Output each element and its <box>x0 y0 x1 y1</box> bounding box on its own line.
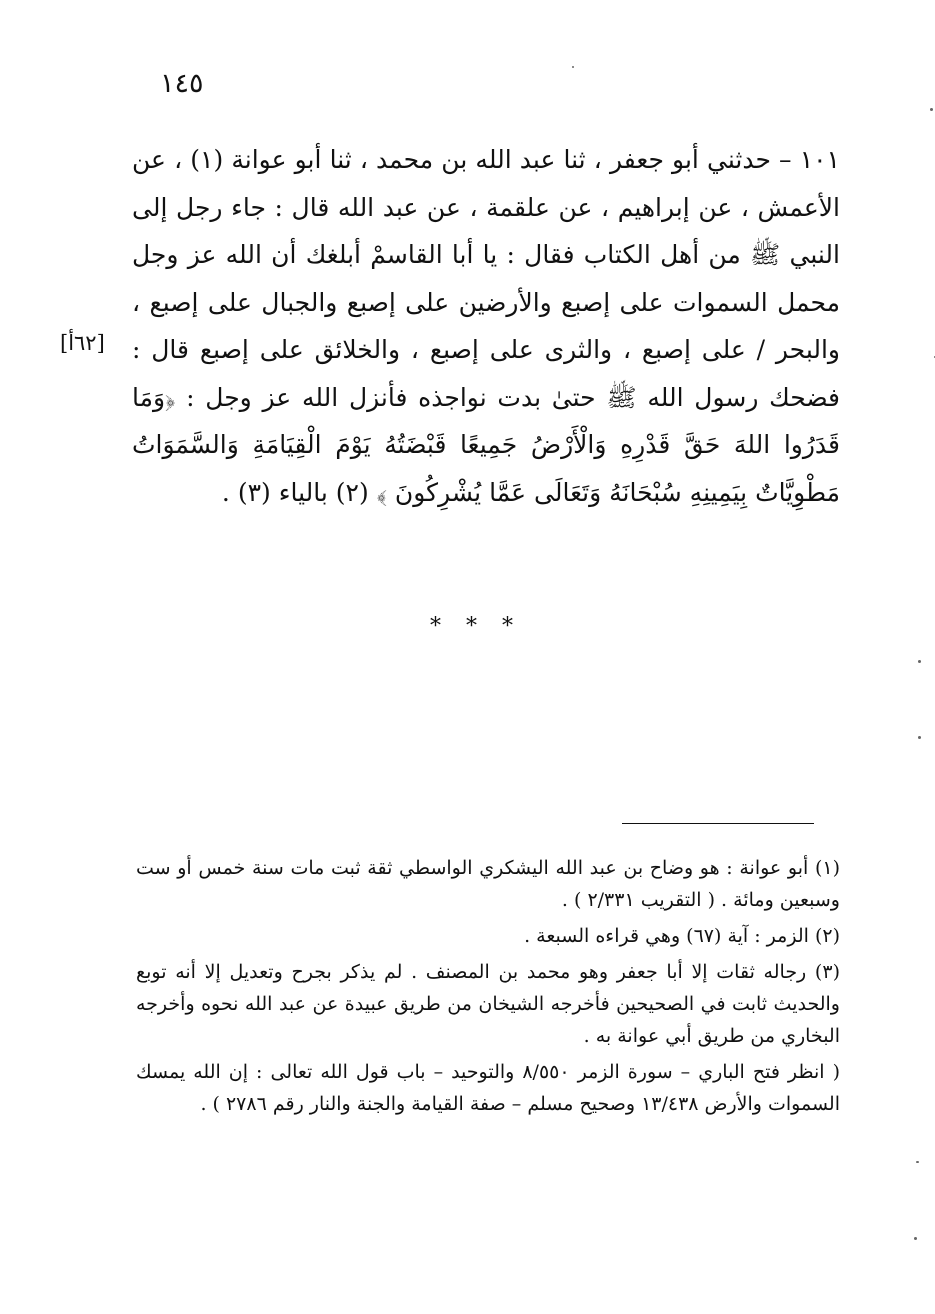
scan-speck <box>930 108 933 111</box>
footnotes-block <box>136 852 840 1124</box>
section-separator: * * * <box>430 614 522 639</box>
manuscript-folio-reference: [٦٢أ] <box>60 331 105 355</box>
footnote-divider <box>622 823 814 824</box>
page-number: ١٤٥ <box>160 68 204 99</box>
footnote-1: (١) أبو عوانة : هو وضاح بن عبد الله اليشكري الواسطي ثقة ثبت مات سنة خمس أو ست وسبعين ومائة . ( التقريب ٢/٣٣١ ) . <box>136 857 840 911</box>
footnote-3-continuation: ( انظر فتح الباري – سورة الزمر ٨/٥٥٠ والتوحيد – باب قول الله تعالى : إن الله يمسك السموات والأرض ١٣/٤٣٨ وصحيح مسلم – صفة القيامة والجنة والنار رقم ٢٧٨٦ ) . <box>136 1061 840 1115</box>
footnote-3: (٣) رجاله ثقات إلا أبا جعفر وهو محمد بن المصنف . لم يذكر بجرح وتعديل إلا أنه توبع والحديث ثابت في الصحيحين فأخرجه الشيخان من طريق عبيدة عن عبد الله نحوه وأخرجه البخاري من طريق أبي عوانة به . <box>136 961 840 1047</box>
hadith-paragraph: ١٠١ – حدثني أبو جعفر ، ثنا عبد الله بن محمد ، ثنا أبو عوانة (١) ، عن الأعمش ، عن إبراهيم ، عن علقمة ، عن عبد الله قال : جاء رجل إلى النبي ﷺ من أهل الكتاب فقال : يا أبا القاسمْ أبلغك أن الله عز وجل محمل السموات على إصبع والأرضين على إصبع والجبال على إصبع ، والبحر / على إصبع ، والثرى على إصبع ، والخلائق على إصبع قال : فضحك رسول الله ﷺ حتىٰ بدت نواجذه فأنزل الله عز وجل : ﴿وَمَا قَدَرُوا اللهَ حَقَّ قَدْرِهِ وَالْأَرْضُ جَمِيعًا قَبْضَتُهُ يَوْمَ الْقِيَامَةِ وَالسَّمَوَاتُ مَطْوِيَّاتٌ بِيَمِينِهِ سُبْحَانَهُ وَتَعَالَى عَمَّا يُشْرِكُونَ ﴾ (٢) بالياء (٣) . <box>132 145 840 507</box>
hadith-text-block <box>132 136 840 516</box>
footnote-2: (٢) الزمر : آية (٦٧) وهي قراءه السبعة . <box>524 925 840 947</box>
scan-speck <box>918 660 921 663</box>
scan-speck <box>918 736 921 739</box>
scan-speck <box>572 66 574 68</box>
scan-speck <box>916 1161 919 1163</box>
scan-speck <box>914 1237 917 1240</box>
